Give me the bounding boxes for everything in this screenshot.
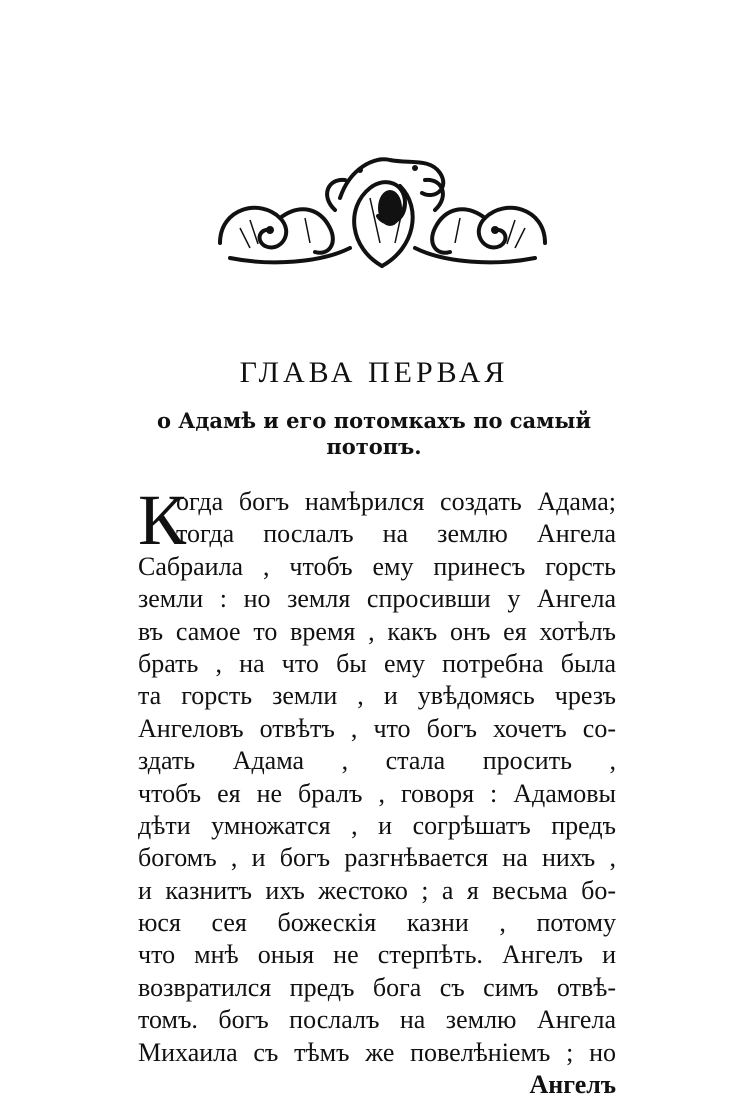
text-line: богомъ , и богъ разгнѣвается на нихъ , [138, 843, 616, 873]
chapter-title: ГЛАВА ПЕРВАЯ [239, 356, 509, 389]
text-line: юся сея божескія казни , потому [138, 908, 616, 938]
text-line: брать , на что бы ему потребна была [138, 648, 616, 678]
text-line: здать Адама , стала просить , [138, 746, 616, 776]
drop-cap: К [138, 480, 187, 560]
text-line: томъ. богъ послалъ на землю Ангела [138, 1005, 616, 1035]
subtitle-line: потопъ. [326, 434, 422, 459]
text-line: та горсть земли , и увѣдомясь чрезъ [138, 681, 616, 711]
text-line: въ самое то время , какъ онъ ея хотѣлъ [138, 616, 616, 646]
text-line: Михаила съ тѣмъ же повелѣніемъ ; но [138, 1037, 616, 1067]
text-line: тогда послалъ на землю Ангела [176, 519, 616, 549]
text-line: чтобъ ея не бралъ , говоря : Адамовы [138, 778, 616, 808]
text-line: Сабраила , чтобъ ему принесъ горсть [138, 551, 616, 581]
text-line: возвратился предъ бога съ симъ отвѣ- [138, 972, 616, 1002]
headpiece-ornament [210, 148, 555, 273]
text-line: дѣти умножатся , и согрѣшатъ предъ [138, 810, 616, 840]
body-text [138, 480, 616, 1101]
text-line: что мнѣ оныя не стерпѣть. Ангелъ и [138, 940, 616, 970]
catchword: Ангелъ [529, 1070, 616, 1100]
subtitle-line: о Адамѣ и его потомкахъ по самый [156, 408, 592, 433]
text-line: земли : но земля спросивши у Ангела [138, 584, 616, 614]
text-line: и казнитъ ихъ жестоко ; а я весьма бо- [138, 875, 616, 905]
text-line: огда богъ намѣрился создать Адама; [176, 487, 616, 516]
chapter-subtitle [120, 408, 628, 460]
text-line: Ангеловъ отвѣтъ , что богъ хочетъ со- [138, 713, 616, 743]
